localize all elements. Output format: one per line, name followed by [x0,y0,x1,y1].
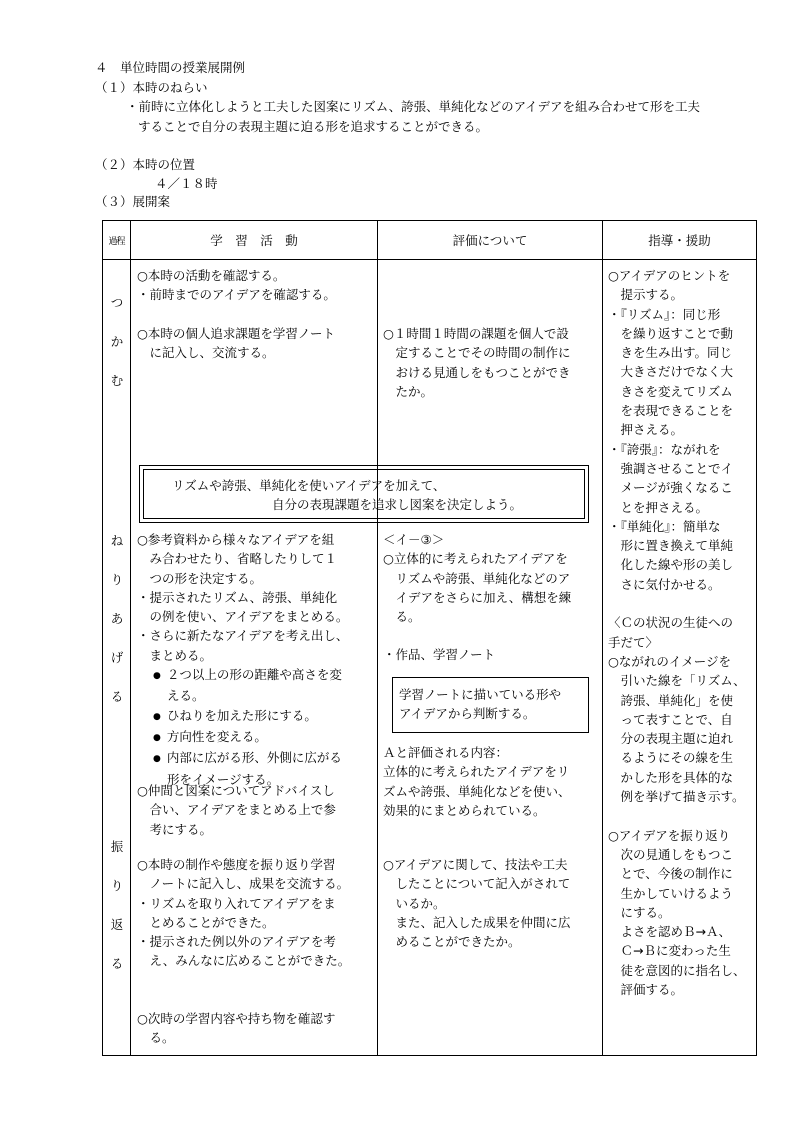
guidance-line [608,806,746,825]
header-activities: 学 習 活 動 [210,233,298,248]
guidance-line: よさを認めＢ→Ａ、 [608,924,731,940]
evaluation-line: めることができたか。 [383,934,521,950]
evaluation-line: Ａと評価される内容： [383,745,509,760]
criteria-line-1: 学習ノートに描いている形や [399,687,562,702]
evaluation-line: おける見通しをもつことができ [383,364,571,380]
guidance-line: メージが強くなるこ [608,480,733,496]
guidance-line: 生かしていけるよう [608,885,734,901]
guidance-line: にする。 [608,904,671,920]
guidance-line: るようにその線を生 [608,750,734,766]
guidance-line: とで、今後の制作に [608,866,733,882]
evaluation-line: 定することでその時間の制作に [383,345,571,361]
guidance-line: きさを変えてリズム [608,383,733,399]
activity-line: ○本時の活動を確認する。 [137,268,286,283]
evaluation-line [383,626,571,645]
stage-char: り [110,878,124,893]
activities-next [137,1009,335,1048]
lesson-plan-table [102,220,757,1056]
evaluation-line: また、記入した成果を仲間に広 [383,914,571,930]
guidance-line: 化した線や形の美し [608,557,734,573]
activities-reflect [137,855,350,971]
evaluation-line: ○１時間１時間の課題を個人で設 [383,326,569,341]
guidance-line: かした形を具体的な [608,769,734,785]
guidance-line: 例を挙げて描き示す。 [608,789,745,805]
goal-box-inner [143,469,585,519]
activity-line: ・さらに新たなアイデアを考え出し、 [137,628,349,644]
evaluation-line: ・作品、学習ノート [383,647,496,663]
guidance-line: ○ながれのイメージを [608,653,732,669]
header-stage: 過程 [108,236,125,247]
activity-line: 考にする。 [137,821,213,837]
evaluation-line: 立体的に考えられたアイデアをリ [383,764,570,780]
goal-line-1: リズムや誇張、単純化を使いアイデアを加えて、 [172,478,446,493]
guidance-line: を表現できることを [608,403,734,419]
guidance-line: 次の見通しをもつこ [608,846,734,862]
bullet-item: ● 内部に広がる形、外側に広がる [137,748,348,769]
guidance-line: 引いた線を「リズム、 [608,673,746,689]
evaluation-line: ズムや誇張、単純化などを使い、 [383,783,571,799]
bullet-item: ● 方向性を変える。 [137,727,348,748]
guidance-line: って表すことで、自 [608,711,733,727]
plan-title: （３）展開案 [95,194,171,209]
position-value: ４／１８時 [155,176,218,191]
guidance-line: 評価する。 [608,981,684,997]
activity-line: ・提示されたリズム、誇張、単純化 [137,589,338,605]
aim-title: （１）本時のねらい [95,80,208,95]
evaluation-a-criteria [383,743,571,820]
guidance-line: 形に置き換えて単純 [608,538,734,554]
stage-char: る [110,956,124,971]
activity-line: ○次時の学習内容や持ち物を確認す [137,1011,336,1026]
guidance-line: 〈Ｃの状況の生徒への [608,615,734,631]
evaluation-line: たか。 [383,383,434,399]
activity-line [137,305,336,324]
guidance-line: 手だて〉 [608,634,659,650]
stage-char: ね [110,533,124,548]
evaluation-line: イデアをさらに加え、構想を練 [383,589,572,605]
aim-line-2: することで自分の表現主題に迫る形を追求することができる。 [138,119,489,134]
column-divider [377,221,378,1055]
guidance-line: を繰り返すことで動 [608,325,734,341]
position-title: （２）本時の位置 [95,157,196,172]
stage-grasp [103,283,131,400]
evaluation-line: したことについて記入がされて [383,876,571,892]
guidance-line: ○アイデアのヒントを [608,268,731,283]
guidance-line: ○アイデアを振り返り [608,827,731,843]
evaluation-line: ○立体的に考えられたアイデアを [383,551,568,567]
evaluation-line: いるか。 [383,895,446,911]
activities-peer [137,781,336,839]
evaluation-line: ＜イ－③＞ [383,532,445,547]
stage-char: り [110,572,124,587]
activity-line: の例を使い、アイデアをまとめる。 [137,609,349,625]
guidance-line [608,594,746,613]
stage-char: む [110,373,124,388]
evaluation-refine [383,530,571,665]
guidance-line: 押さえる。 [608,422,684,438]
header-evaluation: 評価について [452,233,528,248]
guidance-line: さに気付かせる。 [608,576,721,592]
criteria-line-2: アイデアから判断する。 [399,706,536,721]
guidance-line: Ｃ→Ｂに変わった生 [608,943,731,959]
evaluation-line: る。 [383,609,421,625]
bullet-item-cont: 形をイメージする。 [167,771,280,787]
activity-line: まとめる。 [137,647,213,663]
guidance-line: ・『単純化』：簡単な [608,518,721,534]
activity-line: 合い、アイデアをまとめる上で参 [137,802,336,818]
evaluation-reflect [383,855,571,951]
activity-line: ○参考資料から様々なアイデアを組 [137,532,335,547]
guidance-line: 分の表現主題に迫れ [608,731,734,747]
activity-line: ノートに記入し、成果を交流する。 [137,876,350,892]
stage-char: 振 [110,839,124,854]
guidance-line: 大きさだけでなく大 [608,364,734,380]
activity-line: に記入し、交流する。 [137,344,275,360]
evaluation-line: ○アイデアに関して、技法や工夫 [383,857,568,872]
activity-line: ○仲間と図案についてアドバイスし [137,783,335,798]
guidance-line: 徒を意図的に指名し、 [608,962,746,978]
section-heading: ４ 単位時間の授業展開例 [95,60,246,75]
evaluation-line: リズムや誇張、単純化などのア [383,570,571,586]
goal-line-2: 自分の表現課題を追求し図案を決定しよう。 [272,497,523,512]
activity-line: ・前時までのアイデアを確認する。 [137,287,336,303]
evaluation-criteria-box [392,677,589,733]
guidance-line: きを生み出す。同じ [608,345,733,361]
evaluation-line: 効果的にまとめられている。 [383,802,546,818]
activities-grasp [137,266,336,362]
bullet-item: ● ２つ以上の形の距離や高さを変 [137,665,348,686]
stage-char: 返 [110,917,124,932]
activity-line: え、みんなに広めることができた。 [137,953,351,969]
activity-line: る。 [137,1030,175,1046]
aim-line-1: ・前時に立体化しようと工夫した図案にリズム、誇張、単純化などのアイデアを組み合わせて形を工夫 [126,99,701,114]
stage-char: つ [110,295,124,310]
header-guidance: 指導・援助 [648,233,711,248]
bullet-item: ● ひねりを加えた形にする。 [137,706,348,727]
activity-line: ・リズムを取り入れてアイデアをま [137,895,336,911]
activity-line: み合わせたり、省略したりして１ [137,551,338,567]
activity-line: つの形を決定する。 [137,570,263,586]
stage-refine [103,521,131,716]
guidance-line: ・『リズム』：同じ形 [608,306,721,322]
bullet-item-cont: える。 [167,688,205,704]
stage-char: か [110,334,124,349]
guidance-line: 誇張、単純化」を使 [608,692,734,708]
header-divider [103,259,756,260]
activity-line: ・提示された例以外のアイデアを考 [137,934,336,950]
stage-char: げ [110,650,124,665]
activity-line: ○本時の制作や態度を振り返り学習 [137,857,336,872]
activity-line: ○本時の個人追求課題を学習ノート [137,325,336,341]
stage-char: る [110,689,124,704]
guidance-line: ・『誇張』：ながれを [608,441,721,457]
guidance-line: 提示する。 [608,287,684,303]
guidance-line: 強調させることでイ [608,460,734,476]
activities-refine [137,530,348,789]
goal-box-outer [139,465,589,523]
evaluation-grasp [383,324,571,401]
stage-char: あ [110,611,124,626]
stage-reflect [103,827,131,983]
guidance-line: とを押さえる。 [608,499,709,515]
guidance-column [608,266,746,999]
column-divider [602,221,603,1055]
activity-line: とめることができた。 [137,914,275,930]
